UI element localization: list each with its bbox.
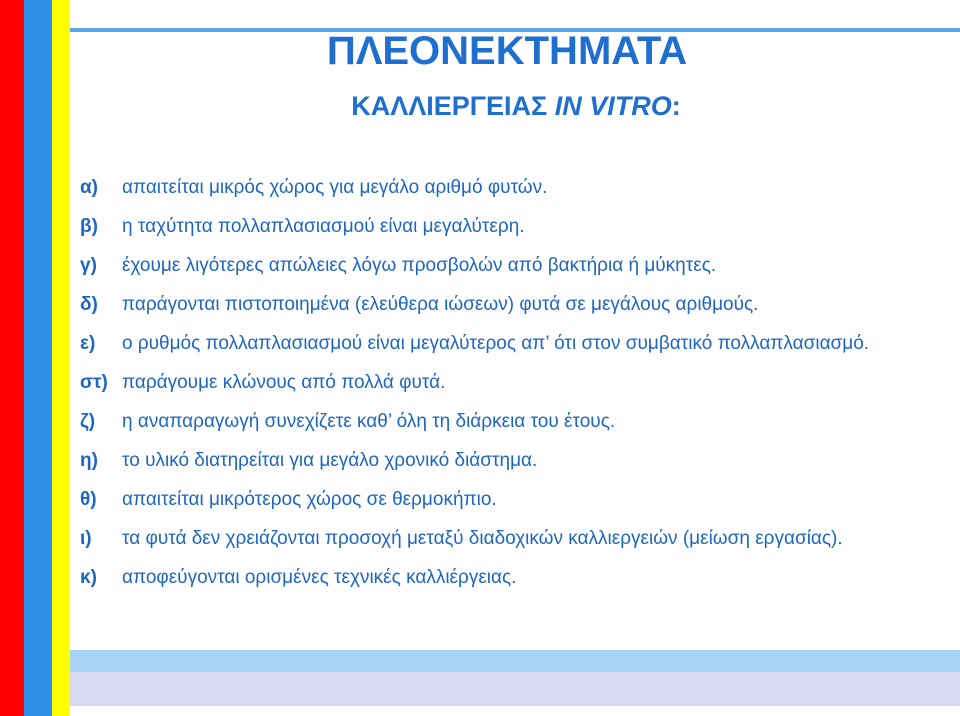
slide-subtitle [0, 88, 960, 124]
slide-title: ΠΛΕΟΝΕΚΤΗΜΑΤΑ [326, 29, 688, 73]
footer-band [70, 650, 960, 706]
list-item [80, 172, 930, 203]
item-label: στ) [80, 372, 108, 393]
item-label: α) [80, 177, 99, 198]
list-item [80, 289, 930, 320]
item-text: τα φυτά δεν χρειάζονται προσοχή μεταξύ διαδοχικών καλλιεργειών (μείωση εργασίας). [122, 528, 843, 549]
item-text: αποφεύγονται ορισμένες τεχνικές καλλιέργειας. [122, 567, 517, 588]
item-text: απαιτείται μικρός χώρος για μεγάλο αριθμό φυτών. [122, 177, 548, 198]
list-item [80, 523, 930, 554]
item-label: θ) [80, 489, 97, 510]
item-text: έχουμε λιγότερες απώλειες λόγω προσβολών από βακτήρια ή μύκητες. [122, 255, 717, 276]
item-text: η ταχύτητα πολλαπλασιασμού είναι μεγαλύτερη. [122, 216, 525, 237]
item-label: ζ) [80, 411, 96, 432]
item-label: γ) [80, 255, 97, 276]
list-item [80, 211, 930, 242]
item-label: κ) [80, 567, 97, 588]
item-label: β) [80, 216, 98, 237]
item-text: απαιτείται μικρότερος χώρος σε θερμοκήπιο. [122, 489, 497, 510]
list-item [80, 328, 930, 359]
item-label: η) [80, 450, 98, 471]
list-item [80, 445, 930, 476]
list-item [80, 367, 930, 398]
subtitle-suffix: : [671, 91, 681, 121]
item-text: το υλικό διατηρείται για μεγάλο χρονικό διάστημα. [122, 450, 538, 471]
item-text: παράγουμε κλώνους από πολλά φυτά. [122, 372, 446, 393]
list-item [80, 562, 930, 593]
item-text: παράγονται πιστοποιημένα (ελεύθερα ιώσεων) φυτά σε μεγάλους αριθμούς. [122, 294, 759, 315]
advantages-list [80, 172, 930, 601]
list-item [80, 250, 930, 281]
item-label: ε) [80, 333, 96, 354]
item-text: ο ρυθμός πολλαπλασιασμού είναι μεγαλύτερος απ’ ότι στον συμβατικό πολλαπλασιασμό. [122, 333, 870, 354]
subtitle-italic: IN VITRO [554, 91, 672, 121]
list-item [80, 484, 930, 515]
item-text: η αναπαραγωγή συνεχίζετε καθ’ όλη τη διάρκεια του έτους. [122, 411, 616, 432]
subtitle-prefix: ΚΑΛΛΙΕΡΓΕΙΑΣ [351, 91, 555, 121]
list-item [80, 406, 930, 437]
item-label: ι) [80, 528, 92, 549]
item-label: δ) [80, 294, 98, 315]
